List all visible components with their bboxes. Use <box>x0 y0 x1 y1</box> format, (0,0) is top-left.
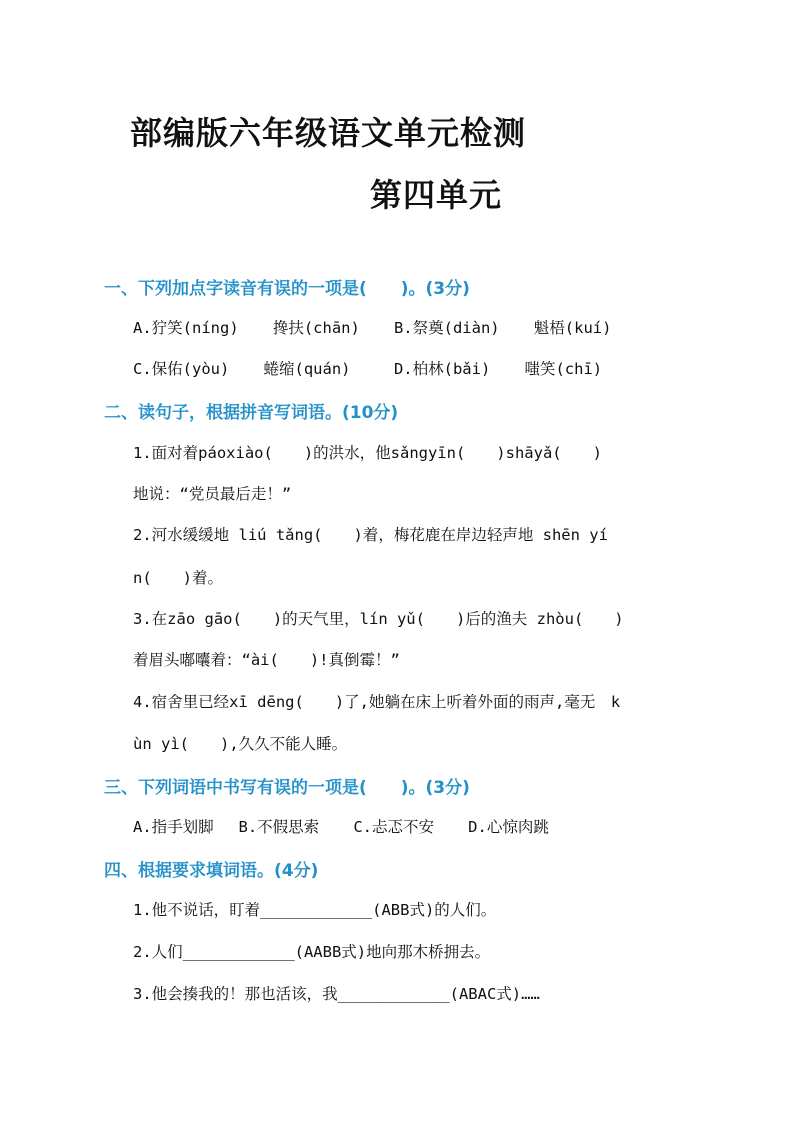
section-1-options-ab: A.狞笑(níng) 搀扶(chān) B.祭奠(diàn) 魁梧(kuí) <box>133 319 612 337</box>
section-4-line-3: 3.他会揍我的！那也活该，我____________(ABAC式)…… <box>133 985 540 1003</box>
section-2-line-3: 2.河水缓缓地 liú tǎng( )着，梅花鹿在岸边轻声地 shēn yí <box>133 526 608 544</box>
section-2-line-8: ùn yì( ),久久不能人睡。 <box>133 735 348 753</box>
section-2-line-1: 1.面对着páoxiào( )的洪水，他sǎngyīn( )shāyǎ( ) <box>133 444 602 462</box>
section-3-options: A.指手划脚 B.不假思索 C.忐忑不安 D.心惊肉跳 <box>133 818 549 836</box>
section-1-heading: 一、下列加点字读音有误的一项是( )。(3分) <box>104 279 470 299</box>
exam-title: 部编版六年级语文单元检测 <box>130 114 527 152</box>
section-2-line-5: 3.在zāo gāo( )的天气里，lín yǔ( )后的渔夫 zhòu( ) <box>133 610 624 628</box>
section-4-line-1: 1.他不说话，盯着____________(ABB式)的人们。 <box>133 901 497 919</box>
section-2-line-4: n( )着。 <box>133 569 223 587</box>
section-4-heading: 四、根据要求填词语。(4分) <box>104 861 319 881</box>
section-2-line-2: 地说：“党员最后走！” <box>133 485 292 503</box>
section-1-options-cd: C.保佑(yòu) 蜷缩(quán) D.柏林(bǎi) 嗤笑(chī) <box>133 360 603 378</box>
section-2-heading: 二、读句子，根据拼音写词语。(10分) <box>104 403 399 423</box>
unit-title: 第四单元 <box>370 176 503 214</box>
section-4-line-2: 2.人们____________(AABB式)地向那木桥拥去。 <box>133 943 491 961</box>
section-2-line-6: 着眉头嘟囔着：“ài( )!真倒霉！” <box>133 651 400 669</box>
section-2-line-7: 4.宿舍里已经xī dēng( )了,她躺在床上听着外面的雨声,毫无 k <box>133 693 621 711</box>
section-3-heading: 三、下列词语中书写有误的一项是( )。(3分) <box>104 778 470 798</box>
